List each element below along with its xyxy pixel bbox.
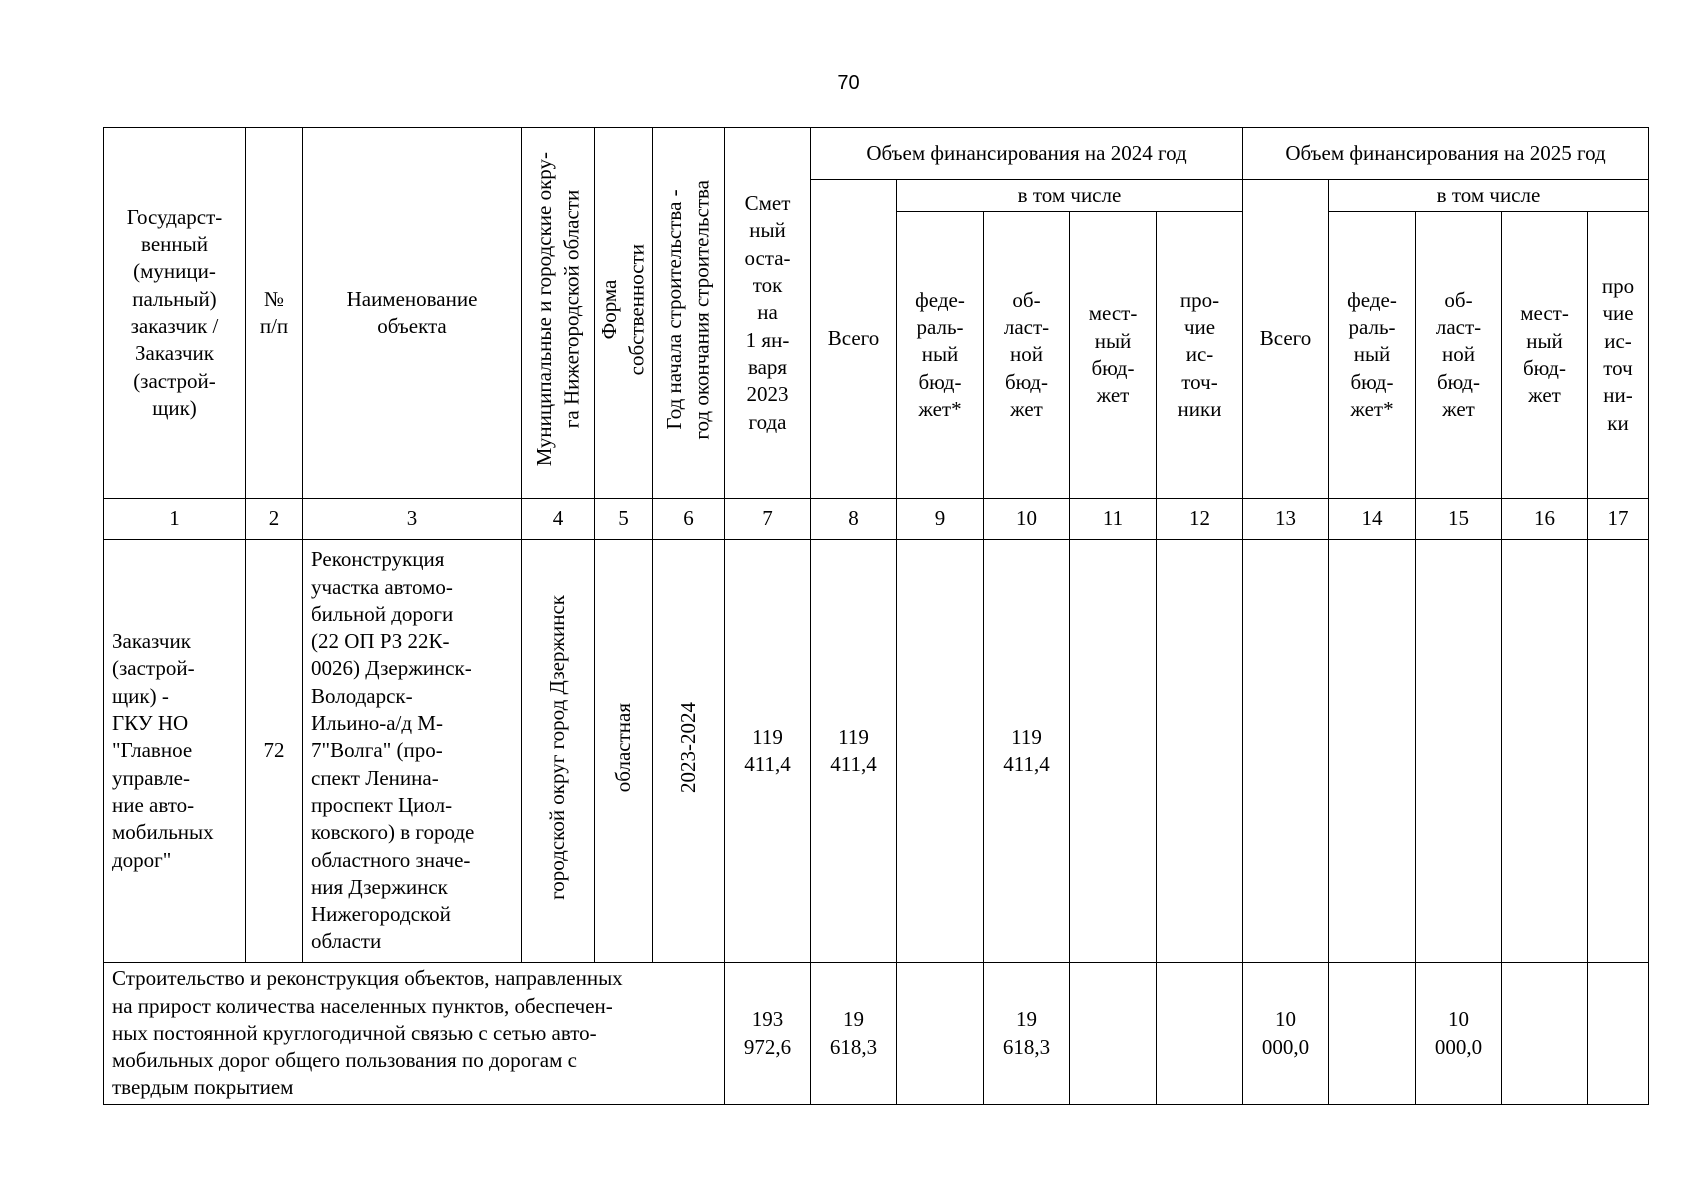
summary-other-2025 — [1588, 963, 1649, 1105]
summary-estimate-rest: 193 972,6 — [725, 963, 811, 1105]
header-other-2025: про чие ис- точ ни- ки — [1588, 212, 1649, 499]
header-years: Год начала строительства - год окончания строительства — [653, 128, 725, 499]
column-number: 8 — [811, 499, 897, 540]
row-num: 72 — [246, 540, 303, 963]
column-number: 5 — [595, 499, 653, 540]
summary-local-2024 — [1070, 963, 1157, 1105]
row-other-2024 — [1157, 540, 1243, 963]
row-total-2025 — [1243, 540, 1329, 963]
header-including-2024: в том числе — [897, 180, 1243, 212]
row-customer: Заказчик (застрой- щик) - ГКУ НО "Главное управле- ние авто- мобильных дорог" — [104, 540, 246, 963]
summary-total-2025: 10 000,0 — [1243, 963, 1329, 1105]
row-ownership: областная — [595, 540, 653, 963]
summary-regional-2025: 10 000,0 — [1416, 963, 1502, 1105]
column-number: 4 — [522, 499, 595, 540]
row-object-name: Реконструкция участка автомо- бильной дороги (22 ОП РЗ 22К- 0026) Дзержинск- Володарск- Ильино-а/д М- 7"Волга" (про- спект Ленина- проспект Циол- ковского) в городе областного значе- ния Дзержинск Нижегородской области — [303, 540, 522, 963]
summary-row — [104, 963, 1649, 1105]
summary-local-2025 — [1502, 963, 1588, 1105]
row-regional-2025 — [1416, 540, 1502, 963]
header-local-2024: мест- ный бюд- жет — [1070, 212, 1157, 499]
column-number: 11 — [1070, 499, 1157, 540]
header-financing-2024: Объем финансирования на 2024 год — [811, 128, 1243, 180]
summary-label: Строительство и реконструкция объектов, направленных на прирост количества населенных пунктов, обеспечен- ных постоянной круглогодичной связью с сетью авто- мобильных дорог общего пользования по дорогам с твердым покрытием — [104, 963, 725, 1105]
summary-federal-2024 — [897, 963, 984, 1105]
row-regional-2024: 119 411,4 — [984, 540, 1070, 963]
summary-total-2024: 19 618,3 — [811, 963, 897, 1105]
header-other-2024: про- чие ис- точ- ники — [1157, 212, 1243, 499]
header-total-2024: Всего — [811, 180, 897, 499]
header-including-2025: в том числе — [1329, 180, 1649, 212]
row-estimate-rest: 119 411,4 — [725, 540, 811, 963]
column-number: 9 — [897, 499, 984, 540]
header-federal-2025: феде- раль- ный бюд- жет* — [1329, 212, 1416, 499]
column-number: 15 — [1416, 499, 1502, 540]
row-other-2025 — [1588, 540, 1649, 963]
column-number: 16 — [1502, 499, 1588, 540]
header-municipalities: Муниципальные и городские окру- га Нижегородской области — [522, 128, 595, 499]
column-numbers-row — [104, 499, 1649, 540]
row-total-2024: 119 411,4 — [811, 540, 897, 963]
row-local-2025 — [1502, 540, 1588, 963]
header-regional-2024: об- ласт- ной бюд- жет — [984, 212, 1070, 499]
header-customer: Государст- венный (муници- пальный) заказчик / Заказчик (застрой- щик) — [104, 128, 246, 499]
column-number: 1 — [104, 499, 246, 540]
financing-table — [103, 127, 1649, 1105]
summary-federal-2025 — [1329, 963, 1416, 1105]
header-estimate-rest: Смет ный оста- ток на 1 ян- варя 2023 года — [725, 128, 811, 499]
header-ownership: Форма собственности — [595, 128, 653, 499]
column-number: 7 — [725, 499, 811, 540]
column-number: 6 — [653, 499, 725, 540]
page-number: 70 — [837, 72, 860, 94]
header-financing-2025: Объем финансирования на 2025 год — [1243, 128, 1649, 180]
summary-regional-2024: 19 618,3 — [984, 963, 1070, 1105]
column-number: 2 — [246, 499, 303, 540]
column-number: 10 — [984, 499, 1070, 540]
column-number: 13 — [1243, 499, 1329, 540]
column-number: 12 — [1157, 499, 1243, 540]
summary-other-2024 — [1157, 963, 1243, 1105]
column-number: 14 — [1329, 499, 1416, 540]
row-municipality: городской округ город Дзержинск — [522, 540, 595, 963]
column-number: 17 — [1588, 499, 1649, 540]
row-federal-2025 — [1329, 540, 1416, 963]
row-years: 2023-2024 — [653, 540, 725, 963]
row-federal-2024 — [897, 540, 984, 963]
header-num: № п/п — [246, 128, 303, 499]
header-object-name: Наименование объекта — [303, 128, 522, 499]
header-local-2025: мест- ный бюд- жет — [1502, 212, 1588, 499]
row-local-2024 — [1070, 540, 1157, 963]
table-row — [104, 540, 1649, 963]
header-federal-2024: феде- раль- ный бюд- жет* — [897, 212, 984, 499]
header-total-2025: Всего — [1243, 180, 1329, 499]
column-number: 3 — [303, 499, 522, 540]
header-regional-2025: об- ласт- ной бюд- жет — [1416, 212, 1502, 499]
